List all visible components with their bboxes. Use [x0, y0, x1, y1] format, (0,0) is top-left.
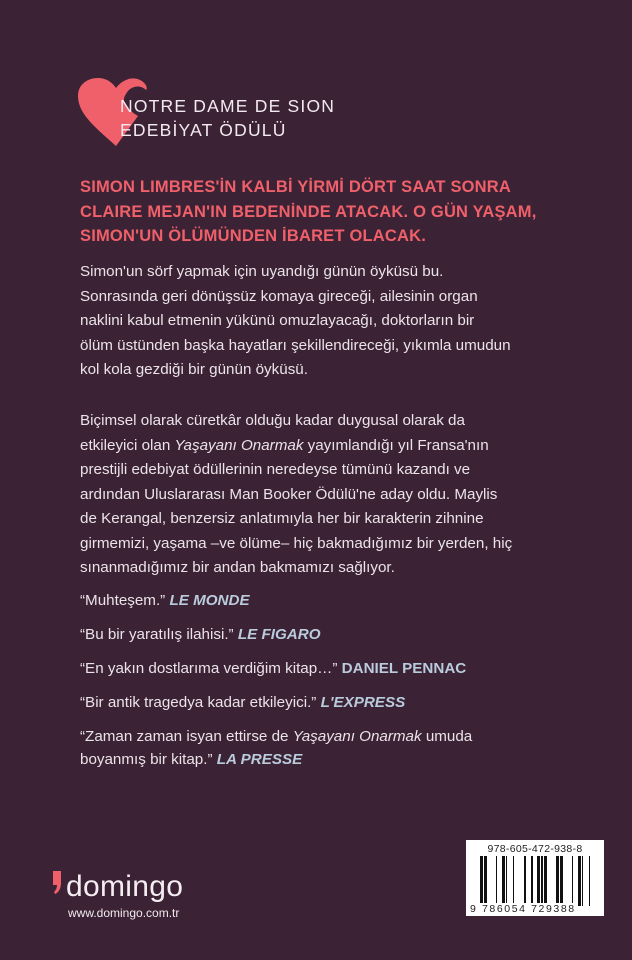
book-title: Yaşayanı Onarmak — [174, 436, 304, 454]
barcode-bar — [578, 856, 581, 906]
quote-text: “En yakın dostlarıma verdiğim kitap…” — [80, 660, 342, 677]
publisher-name: domingo — [66, 870, 184, 903]
publisher-logo-mark — [52, 869, 66, 895]
barcode-bar — [582, 856, 583, 906]
text-line: ölüm üstünden başka hayatları şekillendireceği, yıkımla umudun — [80, 336, 511, 354]
text-line: sınanmadığımız bir andan bakmamızı sağlıyor. — [80, 559, 395, 576]
isbn-barcode — [466, 840, 604, 916]
award-title — [120, 94, 335, 142]
headline — [80, 175, 537, 249]
barcode-bar — [544, 856, 547, 906]
quote-text: “Muhteşem.” — [80, 592, 170, 609]
barcode-bar — [524, 856, 526, 906]
synopsis-paragraph — [80, 260, 511, 383]
text: yayımlandığı yıl Fransa'nın — [303, 436, 489, 454]
quote-source: LE FIGARO — [237, 626, 321, 643]
book-title: Yaşayanı Onarmak — [292, 728, 422, 745]
headline-line: SIMON'UN ÖLÜMÜNDEN İBARET OLACAK. — [80, 227, 427, 245]
barcode-bar — [513, 856, 514, 906]
text-line: Simon'un sörf yapmak için uyandığı günün öyküsü bu. — [80, 263, 444, 280]
quote-source: DANIEL PENNAC — [341, 660, 467, 677]
text-line: Biçimsel olarak cüretkâr olduğu kadar duygusal olarak da — [80, 412, 465, 429]
text-line: Sonrasında geri dönüşsüz komaya gireceği, ailesinin organ — [80, 287, 478, 305]
barcode-bar — [560, 856, 563, 906]
barcode-bar — [556, 856, 559, 906]
text-line: girmemizi, yaşama –ve ölüme– hiç bakmadığımız bir yerden, hiç — [80, 534, 513, 552]
review-quote — [80, 726, 472, 771]
barcode-bar — [480, 856, 483, 906]
review-quote — [80, 624, 321, 647]
headline-line: CLAIRE MEJAN'IN BEDENİNDE ATACAK. O GÜN YAŞAM, — [80, 202, 537, 221]
quote-source: L'EXPRESS — [320, 694, 406, 711]
text-line: naklini kabul etmenin yükünü omuzlayacağı, doktorların bir — [80, 312, 475, 329]
quote-source: LA PRESSE — [216, 750, 303, 768]
award-line: EDEBİYAT ÖDÜLÜ — [120, 120, 287, 140]
quote-text: “Zaman zaman isyan ettirse de — [80, 728, 293, 745]
barcode-bar — [531, 856, 533, 906]
barcode-bar — [537, 856, 540, 906]
text: etkileyici olan — [80, 436, 175, 454]
barcode-digits: 9 786054 729388 — [470, 903, 576, 915]
barcode-bar — [502, 856, 505, 906]
quote-text: boyanmış bir kitap.” — [80, 750, 217, 768]
barcode-bar — [506, 856, 507, 906]
quote-text: “Bu bir yaratılış ilahisi.” — [80, 626, 238, 643]
text-line: de Kerangal, benzersiz anlatımıyla her bir karakterin zihnine — [80, 510, 484, 527]
review-quote — [80, 590, 250, 613]
description-paragraph — [80, 409, 512, 581]
review-quote — [80, 658, 466, 681]
barcode-bar — [572, 856, 573, 906]
barcode-bars — [480, 856, 592, 906]
quote-text: umuda — [421, 728, 473, 745]
text-line: kol kola gezdiği bir günün öyküsü. — [80, 361, 308, 378]
barcode-bar — [541, 856, 543, 906]
quote-source: LE MONDE — [169, 592, 250, 609]
award-line: NOTRE DAME DE SION — [120, 96, 336, 116]
isbn-number: 978-605-472-938-8 — [487, 843, 583, 855]
headline-line: SIMON LIMBRES'İN KALBİ YİRMİ DÖRT SAAT SONRA — [80, 178, 512, 196]
publisher-url: www.domingo.com.tr — [68, 906, 180, 920]
text-line: prestijli edebiyat ödüllerinin neredeyse tümünü kazandı ve — [80, 461, 471, 478]
barcode-bar — [484, 856, 487, 906]
barcode-bar — [589, 856, 590, 906]
barcode-bar — [496, 856, 497, 906]
review-quote — [80, 692, 405, 715]
text-line: ardından Uluslararası Man Booker Ödülü'ne aday oldu. Maylis — [80, 485, 498, 503]
text-line — [80, 434, 512, 459]
quote-text: “Bir antik tragedya kadar etkileyici.” — [80, 694, 321, 711]
